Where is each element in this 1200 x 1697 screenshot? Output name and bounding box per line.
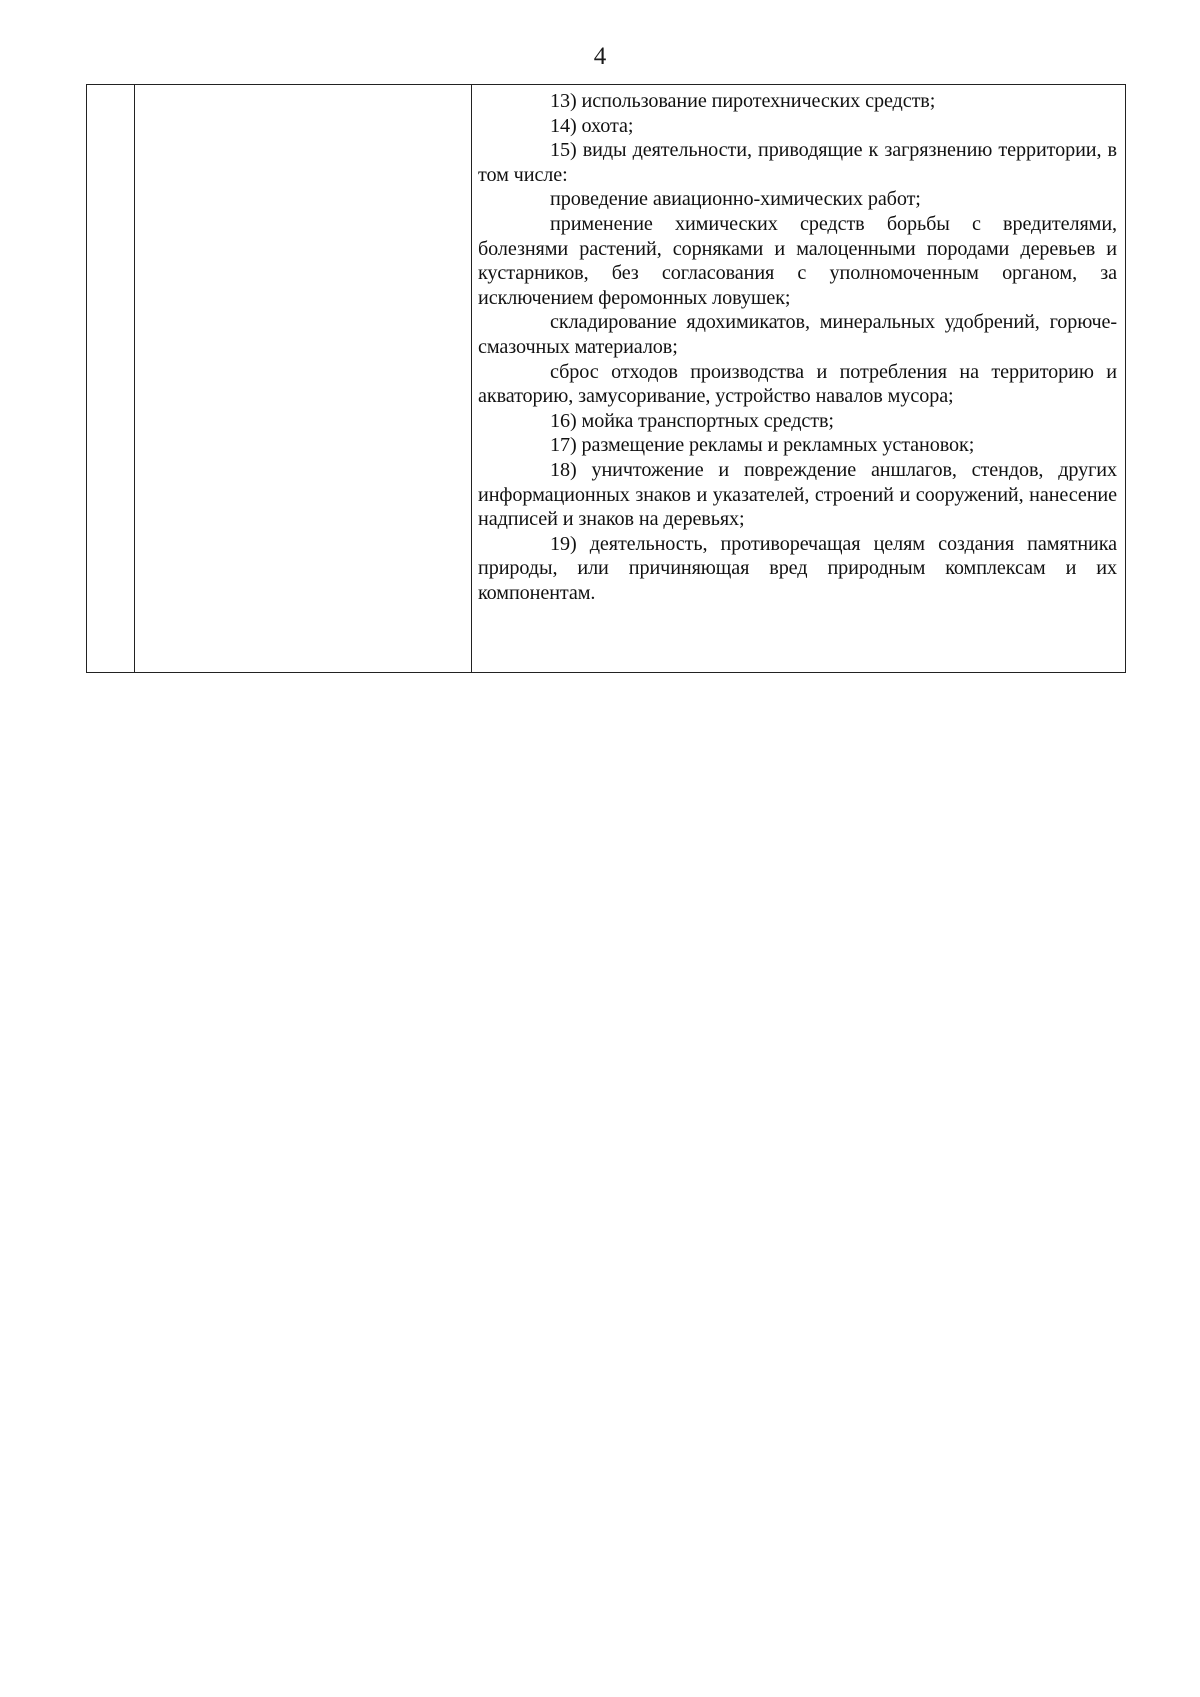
- table-row: [87, 85, 1126, 673]
- paragraph-item-16: 16) мойка транспортных средств;: [550, 409, 834, 432]
- table-cell-name: [135, 85, 472, 673]
- table-cell-number: [87, 85, 135, 673]
- paragraph-item-17: 17) размещение рекламы и рекламных установок;: [550, 434, 975, 457]
- paragraph-item-15-aviation: проведение авиационно-химических работ;: [550, 188, 921, 211]
- paragraph-item-15-chemicals: применение химических средств борьбы с вредителями, болезнями растений, сорняками и малоценными породами деревьев и кустарников, без согласования с уполномоченным органом, за исключением феромонных ловушек;: [478, 212, 1117, 309]
- paragraph-item-14: 14) охота;: [550, 114, 634, 137]
- paragraph-item-15-waste: сброс отходов производства и потребления на территорию и акваторию, замусоривание, устройство навалов мусора;: [478, 360, 1117, 408]
- regulations-table: [86, 84, 1126, 673]
- paragraph-item-15: 15) виды деятельности, приводящие к загрязнению территории, в том числе:: [478, 139, 1117, 186]
- page-number: 4: [593, 43, 607, 70]
- paragraph-item-15-storage: складирование ядохимикатов, минеральных удобрений, горюче-смазочных материалов;: [478, 311, 1117, 358]
- paragraph-item-13: 13) использование пиротехнических средств;: [550, 90, 936, 112]
- table-cell-prohibited-activities: [472, 85, 1126, 673]
- paragraph-item-19: 19) деятельность, противоречащая целям создания памятника природы, или причиняющая вред природным комплексам и их компонентам.: [478, 532, 1117, 604]
- paragraph-item-18: 18) уничтожение и повреждение аншлагов, стендов, других информационных знаков и указателей, строений и сооружений, нанесение надписей и знаков на деревьях;: [478, 458, 1117, 531]
